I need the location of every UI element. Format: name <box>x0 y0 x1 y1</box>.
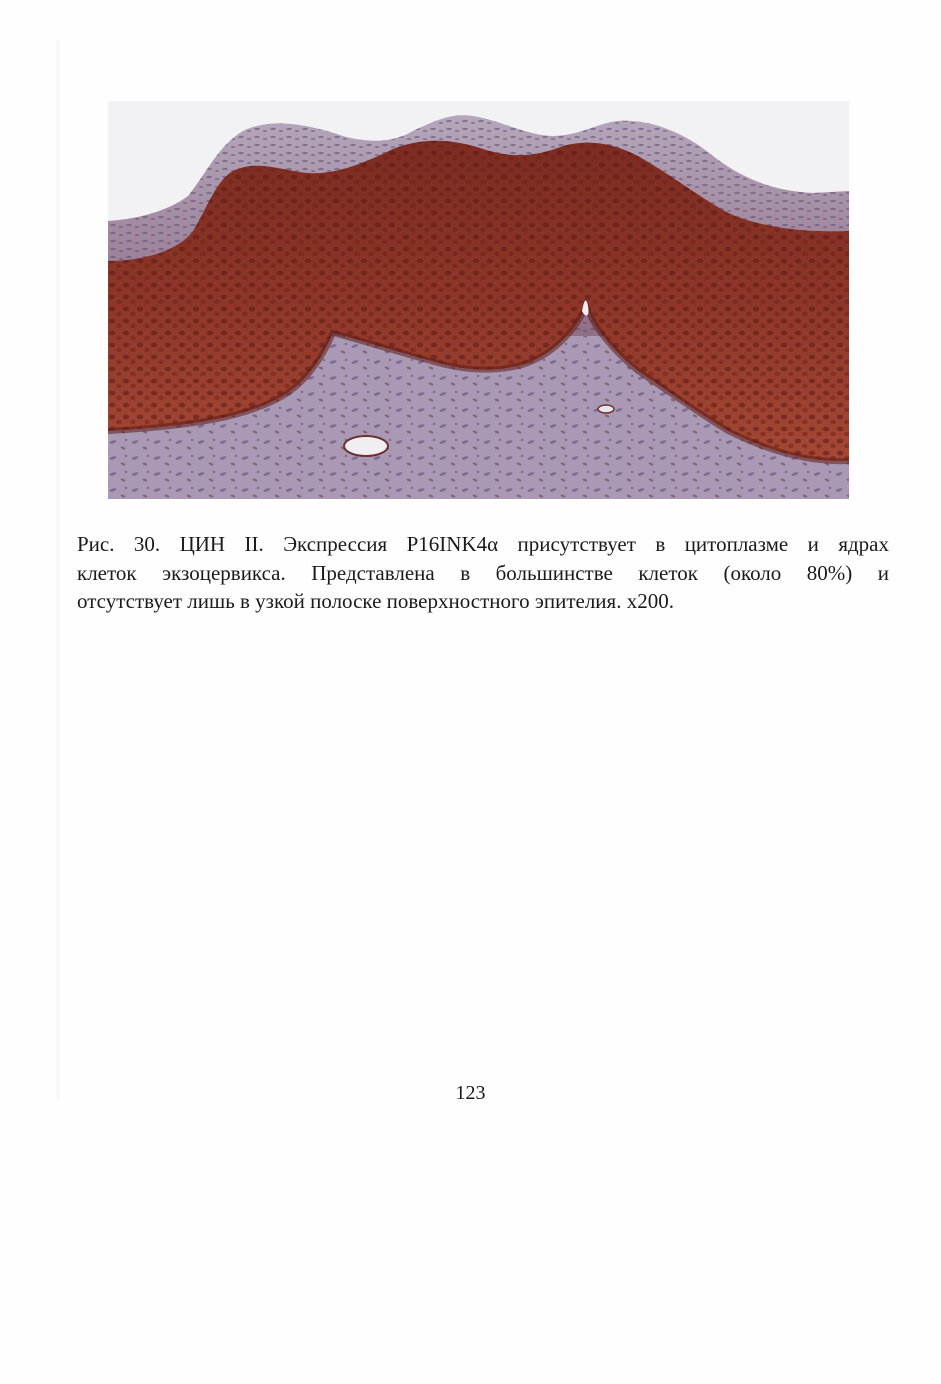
caption-line-3: отсутствует лишь в узкой полоске поверхностного эпителия. х200. <box>77 589 674 613</box>
caption-line-2: клеток экзоцервикса. Представлена в большинстве клеток (около 80%) и <box>77 560 889 585</box>
page-number: 123 <box>455 1082 486 1104</box>
figure-caption <box>77 530 889 616</box>
micrograph <box>108 101 849 499</box>
micrograph-figure <box>108 101 849 499</box>
caption-line-1: Рис. 30. ЦИН II. Экспрессия P16INK4α присутствует в цитоплазме и ядрах <box>77 532 889 556</box>
scan-shadow <box>55 40 61 1100</box>
